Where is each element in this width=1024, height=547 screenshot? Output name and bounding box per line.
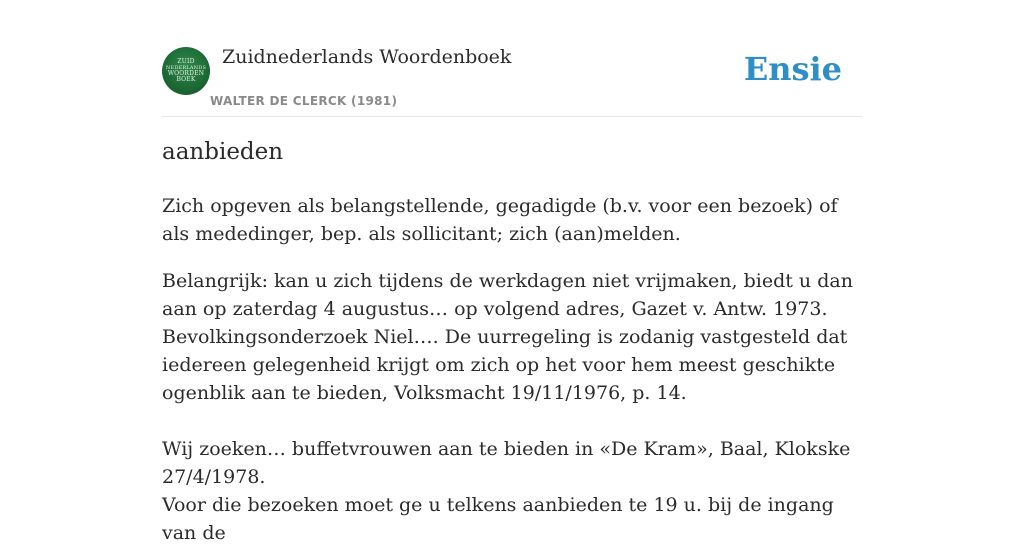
ensie-logo-link[interactable]: Ensie — [743, 50, 842, 88]
logo-line: NEDERLANDS — [165, 65, 207, 71]
logo-line: ZUID — [177, 58, 195, 65]
definition-text: Zich opgeven als belangstellende, gegadigde (b.v. voor een bezoek) of als mededinger, bep. als sollicitant; zich (aan)melden. — [162, 195, 838, 245]
entry-page — [162, 0, 862, 544]
logo-line: WOORDEN — [167, 70, 205, 77]
source-author: WALTER DE CLERCK (1981) — [210, 94, 398, 108]
citation-paragraph: Voor die bezoeken moet ge u telkens aanbieden te 19 u. bij de ingang van de — [162, 494, 834, 544]
dictionary-logo[interactable] — [162, 47, 210, 95]
citation-paragraph: Belangrijk: kan u zich tijdens de werkdagen niet vrijmaken, biedt u dan aan op zaterdag 4 augustus… op volgend adres, Gazet v. Antw. 1973. Bevolkingsonderzoek Niel…. De uurregeling is zodanig vastgesteld dat iedereen gelegenheid krijgt om zich op het voor hem meest geschikte ogenblik aan te bieden, Volksmacht 19/11/1976, p. 14. — [162, 270, 853, 404]
headword: aanbieden — [162, 139, 284, 165]
source-title-link[interactable]: Zuidnederlands Woordenboek — [222, 46, 512, 68]
citation-paragraph: Wij zoeken… buffetvrouwen aan te bieden in «De Kram», Baal, Klokske 27/4/1978. — [162, 438, 851, 488]
page-header — [162, 0, 862, 117]
logo-line: BOEK — [176, 76, 196, 83]
